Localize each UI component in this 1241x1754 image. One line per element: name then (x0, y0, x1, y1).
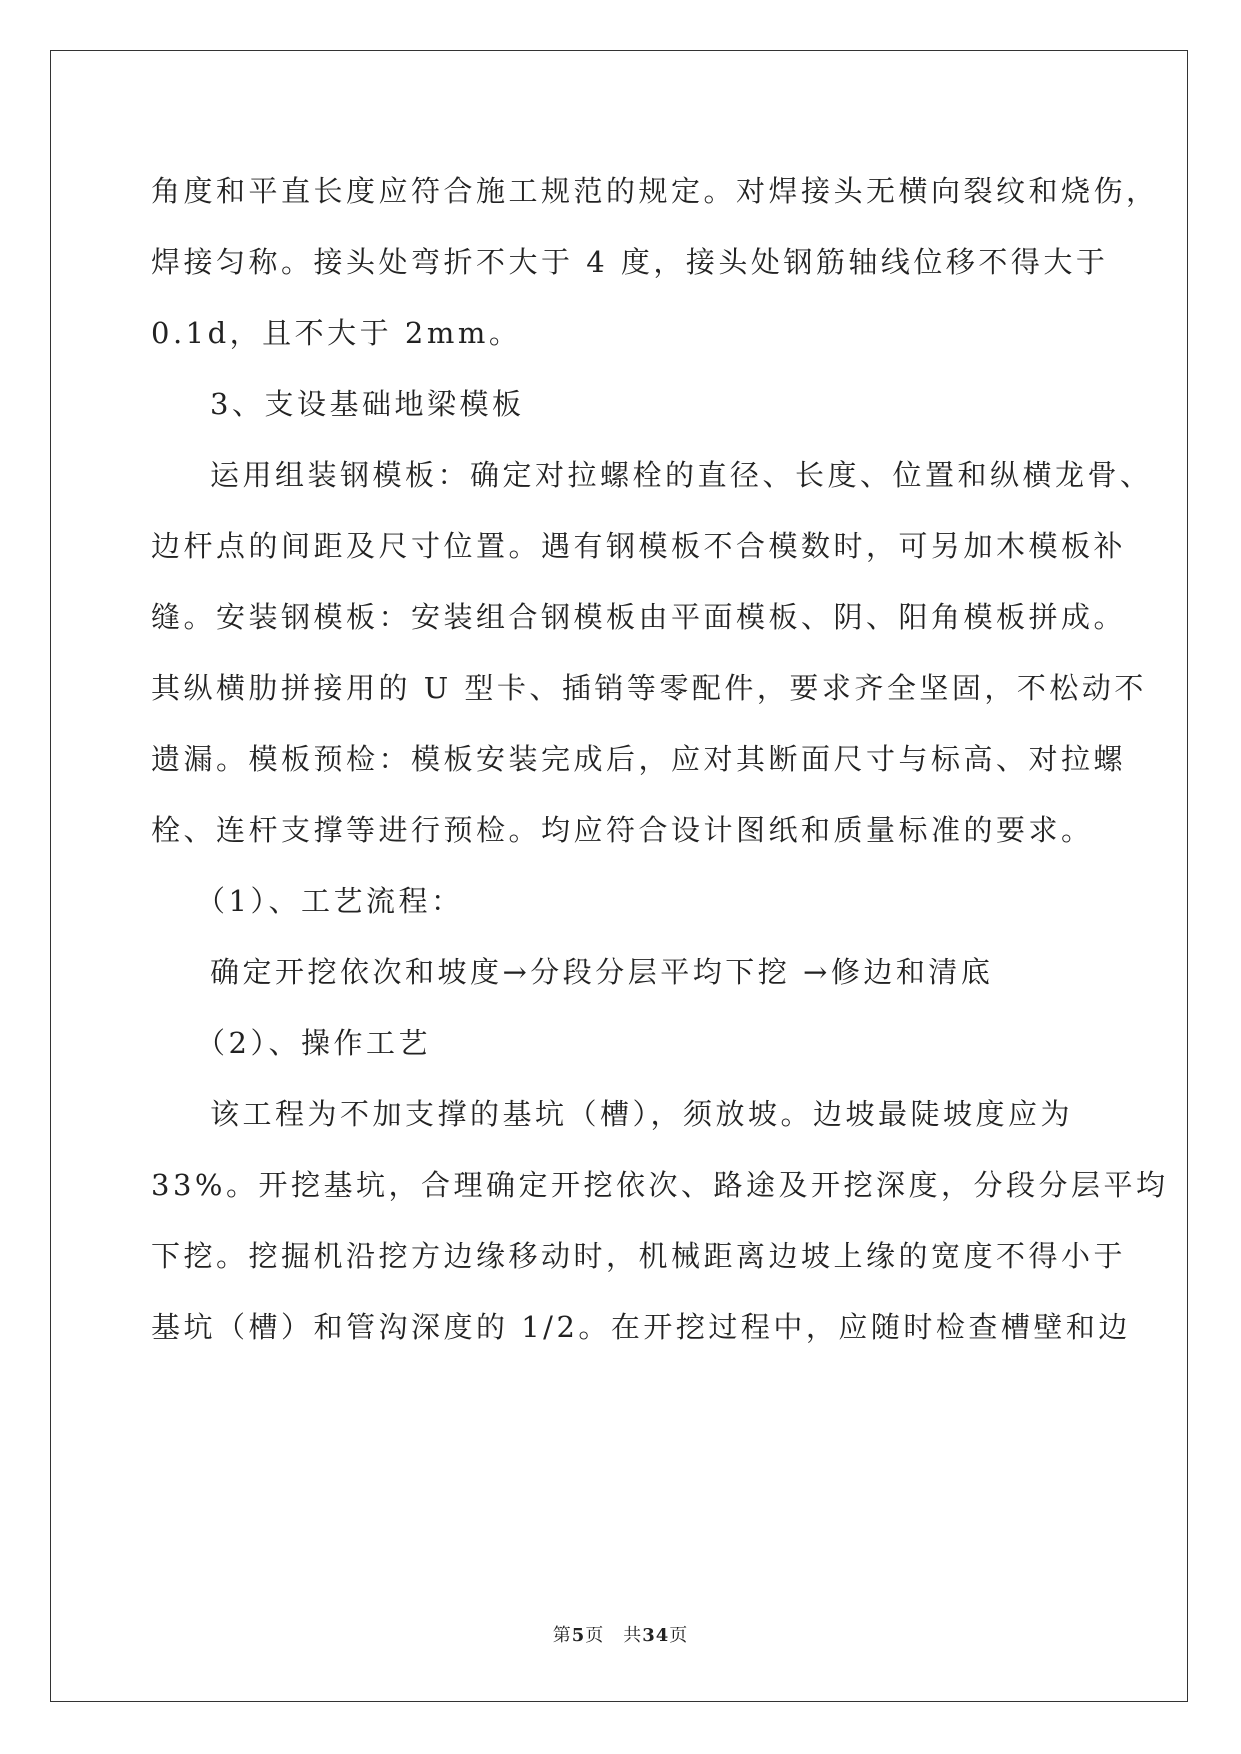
text-line: 栓、连杆支撑等进行预检。均应符合设计图纸和质量标准的要求。 (151, 813, 1094, 847)
text-line: 焊接匀称。接头处弯折不大于 4 度，接头处钢筋轴线位移不得大于 (151, 245, 1109, 279)
subheading: （2）、操作工艺 (196, 1026, 431, 1060)
text-line: 缝。安装钢模板：安装组合钢模板由平面模板、阴、阳角模板拼成。 (151, 600, 1127, 634)
footer-mid: 页 共 (585, 1625, 643, 1646)
footer-suffix: 页 (669, 1625, 689, 1646)
page-footer (0, 1621, 1241, 1647)
text-line: 基坑（槽）和管沟深度的 1/2。在开挖过程中，应随时检查槽壁和边 (151, 1310, 1131, 1344)
section-heading: 3、支设基础地梁模板 (210, 387, 525, 421)
text-line: 下挖。挖掘机沿挖方边缘移动时，机械距离边坡上缘的宽度不得小于 (151, 1239, 1127, 1273)
text-line: 运用组装钢模板：确定对拉螺栓的直径、长度、位置和纵横龙骨、 (210, 458, 1153, 492)
text-line: 其纵横肋拼接用的 U 型卡、插销等零配件，要求齐全坚固，不松动不 (151, 671, 1147, 705)
page-border (50, 50, 1188, 1702)
footer-total-pages: 34 (642, 1625, 670, 1646)
footer-prefix: 第 (552, 1625, 572, 1646)
text-line: 该工程为不加支撑的基坑（槽），须放坡。边坡最陡坡度应为 (210, 1097, 1074, 1131)
process-flow: 确定开挖依次和坡度→分段分层平均下挖 →修边和清底 (210, 955, 994, 989)
text-line: 边杆点的间距及尺寸位置。遇有钢模板不合模数时，可另加木模板补 (151, 529, 1127, 563)
subheading: （1）、工艺流程： (196, 884, 464, 918)
text-line: 33%。开挖基坑，合理确定开挖依次、路途及开挖深度，分段分层平均 (151, 1168, 1169, 1202)
footer-page-number: 5 (571, 1625, 586, 1646)
text-line: 角度和平直长度应符合施工规范的规定。对焊接头无横向裂纹和烧伤， (151, 174, 1159, 208)
text-line: 0.1d，且不大于 2mm。 (151, 316, 522, 350)
text-line: 遗漏。模板预检：模板安装完成后，应对其断面尺寸与标高、对拉螺 (151, 742, 1127, 776)
